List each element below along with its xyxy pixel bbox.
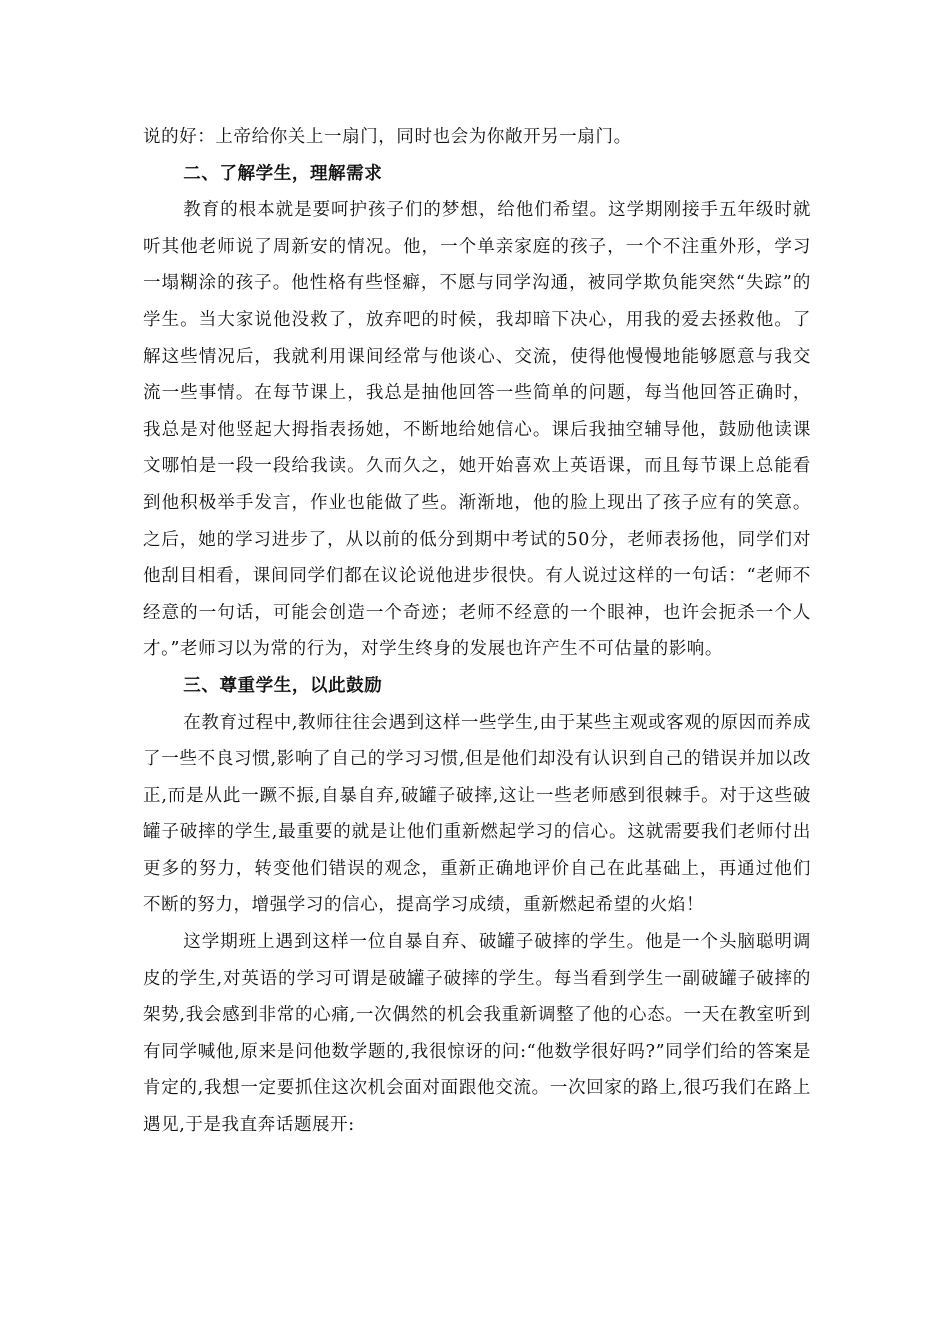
section-3-paragraph-2: 这学期班上遇到这样一位自暴自弃、破罐子破摔的学生。他是一个头脑聪明调皮的学生,对英语的学习可谓是破罐子破摔的学生。每当看到学生一副破罐子破摔的架势,我会感到非常的心痛,一次偶然的机会我重新调整了他的心态。一天在教室听到有同学喊他,原来是问他数学题的,我很惊讶的问:“他数学很好吗?”同学们给的答案是肯定的,我想一定要抓住这次机会面对面跟他交流。一次回家的路上,很巧我们在路上遇见,于是我直奔话题展开: xyxy=(143,932,811,1136)
section-2-paragraph: 教育的根本就是要呵护孩子们的梦想，给他们希望。这学期刚接手五年级时就听其他老师说了周新安的情况。他，一个单亲家庭的孩子，一个不注重外形，学习一塌糊涂的孩子。他性格有些怪癖，不愿与同学沟通，被同学欺负能突然“失踪”的学生。当大家说他没救了，放弃吧的时候，我却暗下决心，用我的爱去拯救他。了解这些情况后，我就利用课间经常与他谈心、交流，使得他慢慢地能够愿意与我交流一些事情。在每节课上，我总是抽他回答一些简单的问题，每当他回答正确时，我总是对他竖起大拇指表扬她，不断地给她信心。课后我抽空辅导他，鼓励他读课文哪怕是一段一段给我读。久而久之，她开始喜欢上英语课，而且每节课上总能看到他积极举手发言，作业也能做了些。渐渐地，他的脸上现出了孩子应有的笑意。之后，她的学习进步了，从以前的低分到期中考试的50分，老师表扬他，同学们对他刮目相看，课间同学们都在议论说他进步很快。有人说过这样的一句话：“老师不经意的一句话，可能会创造一个奇迹；老师不经意的一个眼神，也许会扼杀一个人才。”老师习以为常的行为，对学生终身的发展也许产生不可估量的影响。 xyxy=(143,200,811,660)
section-2-heading: 二、了解学生，理解需求 xyxy=(183,163,383,184)
section-3-heading: 三、尊重学生，以此鼓励 xyxy=(183,675,383,696)
section-3-paragraph-1: 在教育过程中,教师往往会遇到这样一些学生,由于某些主观或客观的原因而养成了一些不良习惯,影响了自己的学习习惯,但是他们却没有认识到自己的错误并加以改正,而是从此一蹶不振,自暴自弃,破罐子破摔,这让一些老师感到很棘手。对于这些破罐子破摔的学生,最重要的就是让他们重新燃起学习的信心。这就需要我们老师付出更多的努力，转变他们错误的观念，重新正确地评价自己在此基础上，再通过他们不断的努力，增强学习的信心，提高学习成绩，重新燃起希望的火焰！ xyxy=(143,712,811,916)
document-page xyxy=(143,119,811,1144)
intro-paragraph: 说的好：上帝给你关上一扇门，同时也会为你敞开另一扇门。 xyxy=(143,127,632,147)
